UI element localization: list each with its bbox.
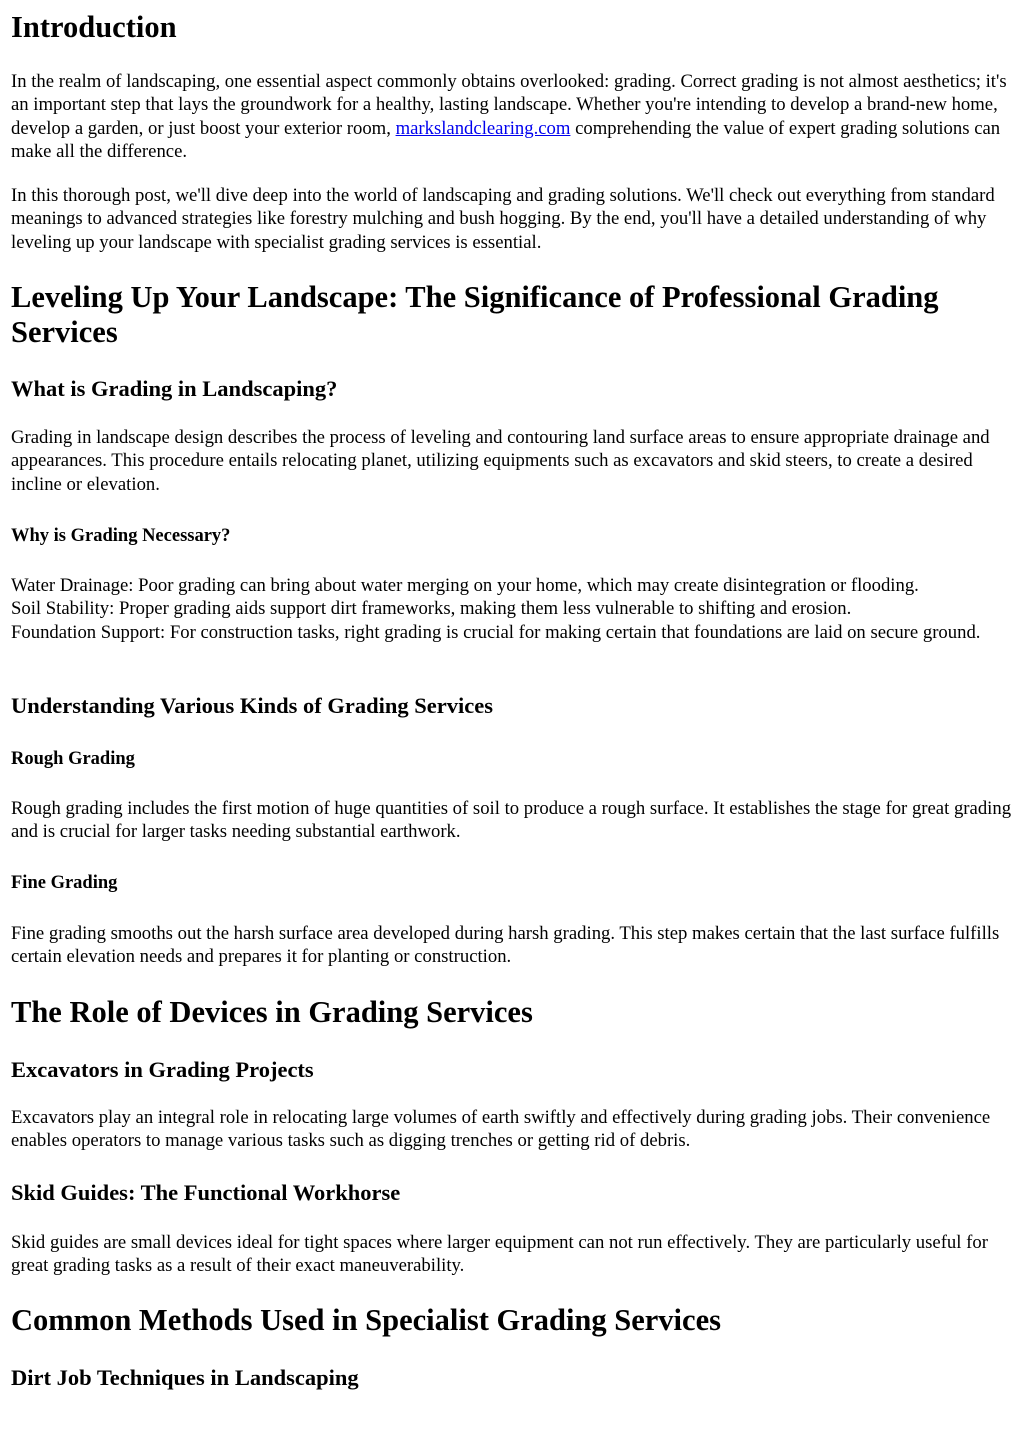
fine-grading-paragraph: Fine grading smooths out the harsh surface area developed during harsh grading. This step makes certain that the last surface fulfills certain elevation needs and prepares it for planting or construction. [11, 923, 1000, 968]
common-methods-heading: Common Methods Used in Specialist Grading Services [11, 1303, 721, 1337]
why-grading-item-soil: Soil Stability: Proper grading aids support dirt frameworks, making them less vulnerable to shifting and erosion. [11, 598, 852, 620]
devices-heading: The Role of Devices in Grading Services [11, 995, 533, 1029]
intro-paragraph-1-text-b: comprehending the value of expert grading solutions can make all the difference. [11, 117, 1001, 162]
fine-grading-heading: Fine Grading [11, 873, 118, 893]
what-is-grading-heading: What is Grading in Landscaping? [11, 376, 338, 401]
excavators-paragraph: Excavators play an integral role in relocating large volumes of earth swiftly and effectively during grading jobs. Their convenience enables operators to manage various tasks such as digging trenches or getting rid of debris. [11, 1107, 991, 1152]
skid-guides-heading: Skid Guides: The Functional Workhorse [11, 1180, 401, 1205]
rough-grading-paragraph: Rough grading includes the first motion of huge quantities of soil to produce a rough surface. It establishes the stage for great grading and is crucial for larger tasks needing substantial earthwork. [11, 798, 1012, 843]
what-is-grading-paragraph: Grading in landscape design describes the process of leveling and contouring land surface areas to ensure appropriate drainage and appearances. This procedure entails relocating planet, utilizing equipments such as excavators and skid steers, to create a desired incline or elevation. [11, 427, 990, 495]
intro-paragraph-2: In this thorough post, we'll dive deep into the world of landscaping and grading solutions. We'll check out everything from standard meanings to advanced strategies like forestry mulching and bush hogging. By the end, you'll have a detailed understanding of why leveling up your landscape with specialist grading services is essential. [11, 185, 995, 253]
rough-grading-heading: Rough Grading [11, 749, 135, 769]
leveling-heading: Leveling Up Your Landscape: The Significance of Professional Grading Services [11, 280, 939, 349]
intro-paragraph-1-text-a: In the realm of landscaping, one essential aspect commonly obtains overlooked: grading. Correct grading is not almost aesthetics; it's an important step that lays the groundwork for a healthy, lasting landscape. Whether you're intending to develop a brand-new home, develop a garden, or just boost your exterior room, [11, 71, 1007, 139]
dirt-job-heading: Dirt Job Techniques in Landscaping [11, 1365, 359, 1390]
skid-guides-paragraph: Skid guides are small devices ideal for tight spaces where larger equipment can not run effectively. They are particularly useful for great grading tasks as a result of their exact maneuverability. [11, 1232, 988, 1277]
introduction-heading: Introduction [11, 10, 177, 44]
why-grading-item-foundation: Foundation Support: For construction tasks, right grading is crucial for making certain that foundations are laid on secure ground. [11, 621, 981, 643]
intro-paragraph-1 [11, 70, 1013, 163]
why-grading-list [11, 574, 1016, 644]
excavators-heading: Excavators in Grading Projects [11, 1057, 314, 1082]
why-grading-item-water: Water Drainage: Poor grading can bring about water merging on your home, which may create disintegration or flooding. [11, 575, 919, 596]
markslandclearing-link[interactable]: markslandclearing.com [395, 117, 571, 139]
why-grading-heading: Why is Grading Necessary? [11, 526, 231, 546]
kinds-of-grading-heading: Understanding Various Kinds of Grading Services [11, 693, 493, 718]
